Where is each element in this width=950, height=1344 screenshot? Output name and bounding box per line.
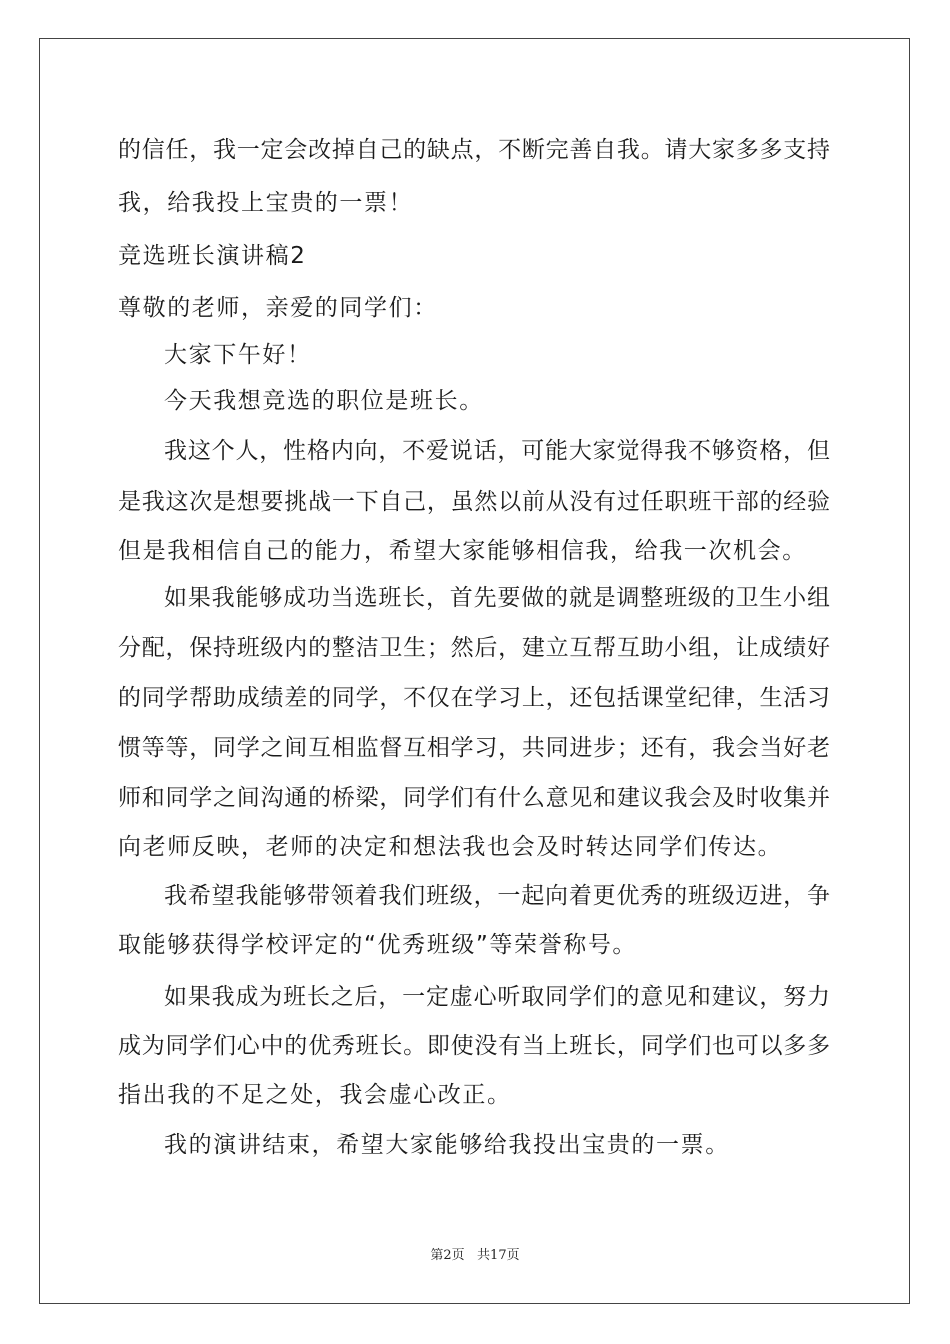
text-line: 取能够获得学校评定的“优秀班级”等荣誉称号。 [118, 932, 638, 958]
text-line: 我的演讲结束，希望大家能够给我投出宝贵的一票。 [164, 1132, 730, 1158]
text-line: 师和同学之间沟通的桥梁，同学们有什么意见和建议我会及时收集并 [118, 785, 830, 811]
text-line: 我这个人，性格内向，不爱说话，可能大家觉得我不够资格，但 [164, 438, 830, 464]
section-heading: 竞选班长演讲稿2 [118, 243, 307, 269]
page-number-footer: 第2页 共17页 [430, 1248, 520, 1263]
text-line: 指出我的不足之处，我会虚心改正。 [118, 1082, 512, 1108]
text-line: 但是我相信自己的能力，希望大家能够相信我，给我一次机会。 [118, 538, 807, 564]
text-line: 成为同学们心中的优秀班长。即使没有当上班长，同学们也可以多多 [118, 1033, 830, 1059]
salutation: 尊敬的老师，亲爱的同学们： [118, 295, 438, 321]
text-line: 我希望我能够带领着我们班级，一起向着更优秀的班级迈进，争 [164, 883, 830, 909]
text-line: 的同学帮助成绩差的同学，不仅在学习上，还包括课堂纪律，生活习 [118, 685, 830, 711]
text-line: 的信任，我一定会改掉自己的缺点，不断完善自我。请大家多多支持 [118, 137, 830, 163]
text-line: 向老师反映，老师的决定和想法我也会及时转达同学们传达。 [118, 834, 783, 860]
text-line: 惯等等，同学之间互相监督互相学习，共同进步；还有，我会当好老 [118, 735, 830, 761]
page-frame [39, 38, 910, 1304]
text-line: 如果我能够成功当选班长，首先要做的就是调整班级的卫生小组 [164, 585, 830, 611]
text-line: 我，给我投上宝贵的一票！ [118, 190, 414, 216]
text-line: 分配，保持班级内的整洁卫生；然后，建立互帮互助小组，让成绩好 [118, 635, 830, 661]
text-line: 是我这次是想要挑战一下自己，虽然以前从没有过任职班干部的经验 [118, 489, 830, 515]
text-line: 今天我想竞选的职位是班长。 [164, 388, 484, 414]
greeting: 大家下午好！ [164, 342, 312, 368]
text-line: 如果我成为班长之后，一定虚心听取同学们的意见和建议，努力 [164, 984, 830, 1010]
